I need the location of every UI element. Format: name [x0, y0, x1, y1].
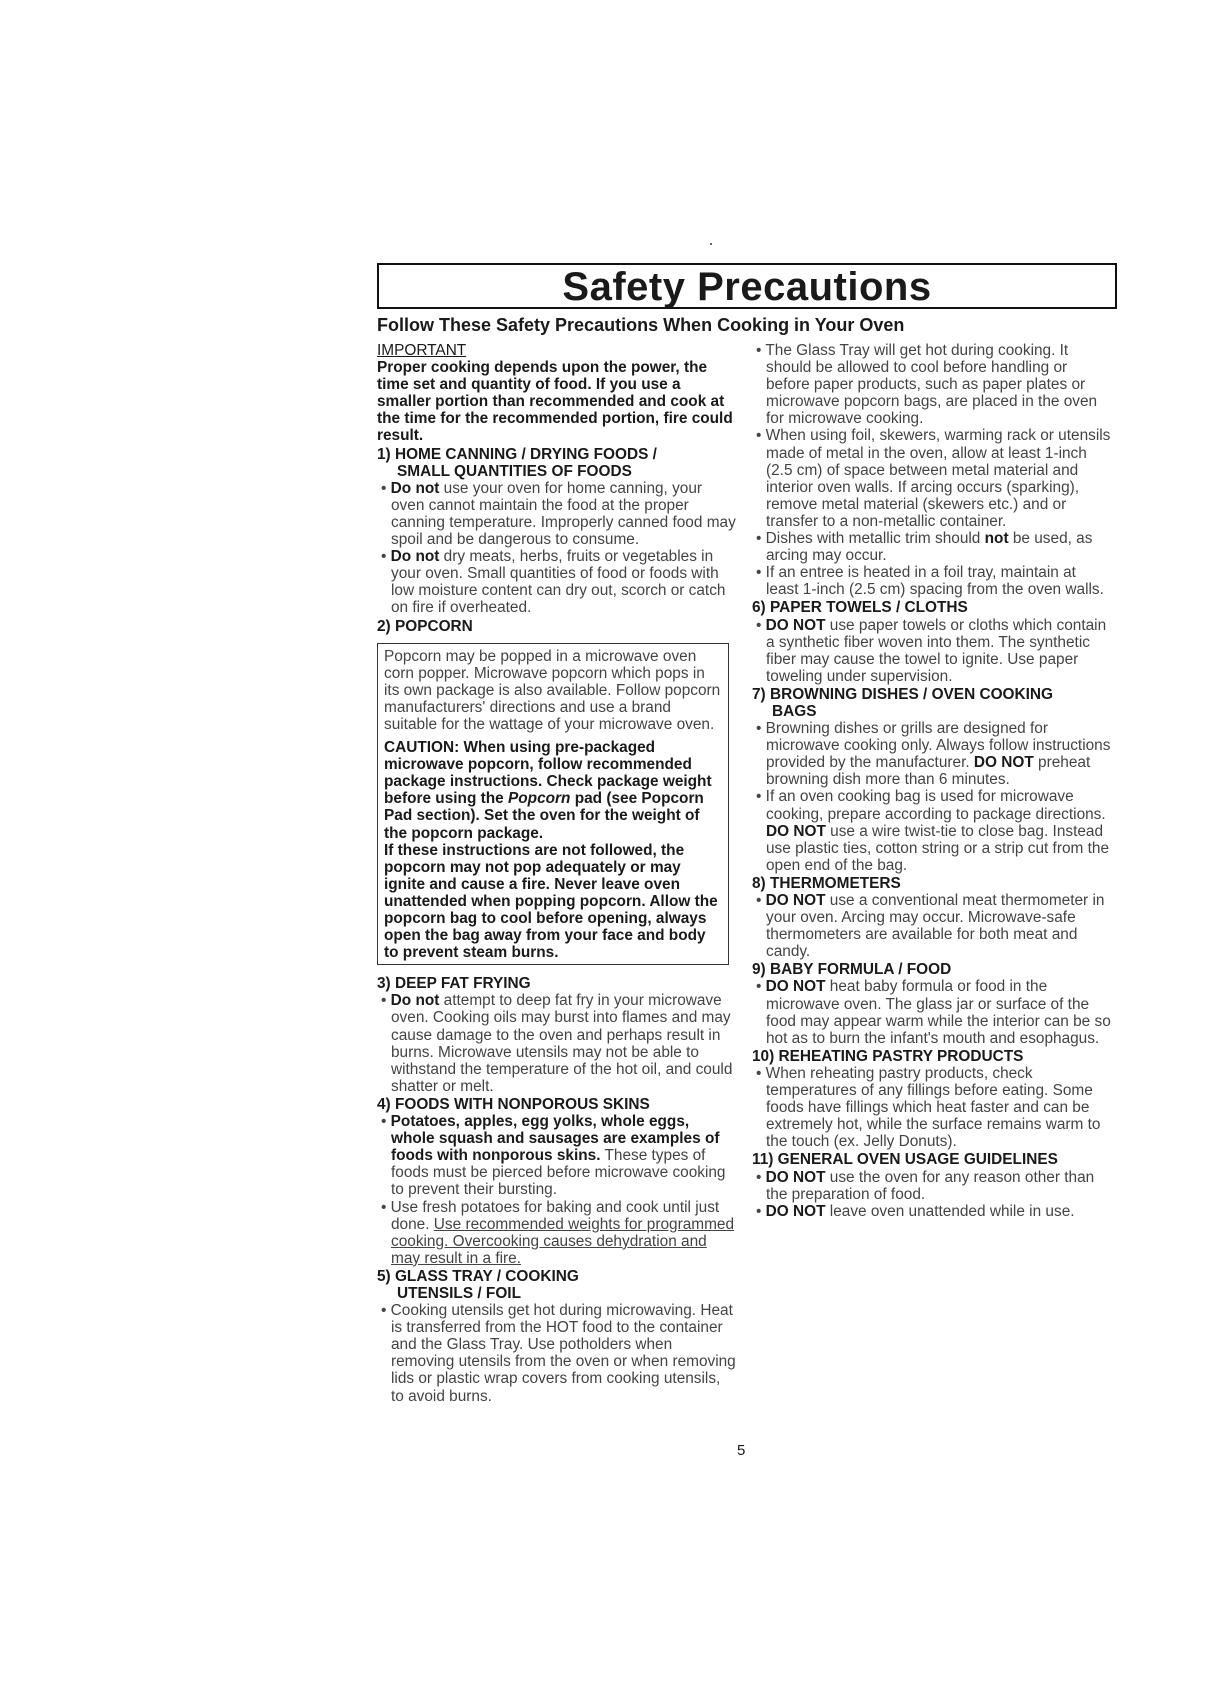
section-1-heading: 1) HOME CANNING / DRYING FOODS / SMALL QUANTITIES OF FOODS [377, 445, 657, 480]
section-7-bullet-1: • Browning dishes or grills are designed for microwave cooking only. Always follow instructions provided by the manufacturer. DO NOT preheat browning dish more than 6 minutes. [756, 720, 1111, 789]
section-6-heading: 6) PAPER TOWELS / CLOTHS [752, 599, 968, 617]
popcorn-box [377, 643, 729, 966]
important-label: IMPORTANT [377, 342, 467, 359]
section-4-bullet-2: • Use fresh potatoes for baking and cook until just done. Use recommended weights for programmed cooking. Overcooking causes dehydration and may result in a fire. [381, 1198, 735, 1267]
popcorn-warning: If these instructions are not followed, the popcorn may not pop adequately or may ignite and cause a fire. Never leave oven unattended when popping popcorn. Allow the popcorn bag to cool before opening, always open the bag away from your face and body to prevent steam burns. [384, 841, 718, 962]
section-5-bullet-3: • When using foil, skewers, warming rack or utensils made of metal in the oven, allow at least 1-inch (2.5 cm) of space between metal material and interior oven walls. If arcing occurs (sparking), remove metal material (skewers etc.) and or transfer to a non-metallic container. [756, 427, 1111, 530]
popcorn-caution: CAUTION: When using pre-packaged microwave popcorn, follow recommended package instructions. Check package weight before using the Popcorn pad (see Popcorn Pad section). Set the oven for the weight of the popcorn package. [384, 739, 712, 842]
section-10-heading: 10) REHEATING PASTRY PRODUCTS [752, 1047, 1024, 1065]
title-box [377, 263, 1117, 309]
popcorn-box-text: Popcorn may be popped in a microwave oven corn popper. Microwave popcorn which pops in its own package is also available. Follow popcorn manufacturers' directions and use a brand suitable for the wattage of your microwave oven. [384, 647, 721, 733]
section-11-bullet-2: • DO NOT leave oven unattended while in use. [756, 1202, 1075, 1220]
section-4-heading: 4) FOODS WITH NONPOROUS SKINS [377, 1095, 650, 1113]
page-title: Safety Precautions [562, 265, 932, 309]
section-7-bullet-2: • If an oven cooking bag is used for microwave cooking, prepare according to package directions. DO NOT use a wire twist-tie to close bag. Instead use plastic ties, cotton string or a strip cut from the open end of the bag. [756, 788, 1110, 874]
section-5-bullet-4: • Dishes with metallic trim should not be used, as arcing may occur. [756, 530, 1093, 565]
section-5-bullet-5: • If an entree is heated in a foil tray, maintain at least 1-inch (2.5 cm) spacing from the oven walls. [756, 564, 1104, 599]
section-1-bullet-2: • Do not dry meats, herbs, fruits or vegetables in your oven. Small quantities of food or foods with low moisture content can dry out, scorch or catch on fire if overheated. [381, 548, 726, 617]
right-column [752, 342, 1112, 1220]
section-1-bullet-1: • Do not use your oven for home canning, your oven cannot maintain the food at the proper canning temperature. Improperly canned food may spoil and be dangerous to consume. [381, 479, 736, 549]
section-7-heading: 7) BROWNING DISHES / OVEN COOKING BAGS [752, 685, 1053, 720]
section-10-bullet-1: • When reheating pastry products, check temperatures of any fillings before eating. Some foods have fillings which heat faster and can be extremely hot, while the surface remains warm to the touch (ex. Jelly Donuts). [756, 1064, 1101, 1151]
left-column [377, 342, 737, 1405]
important-text: Proper cooking depends upon the power, the time set and quantity of food. If you use a smaller portion than recommended and cook at the time for the recommended portion, fire could result. [377, 359, 733, 445]
stray-dot [710, 243, 712, 245]
section-9-heading: 9) BABY FORMULA / FOOD [752, 961, 952, 979]
section-5-heading: 5) GLASS TRAY / COOKING UTENSILS / FOIL [377, 1267, 579, 1302]
page-subtitle: Follow These Safety Precautions When Cooking in Your Oven [377, 315, 905, 335]
section-8-bullet-1: • DO NOT use a conventional meat thermometer in your oven. Arcing may occur. Microwave-safe thermometers are available for both meat and candy. [756, 892, 1105, 961]
section-3-heading: 3) DEEP FAT FRYING [377, 975, 531, 993]
section-5-bullet-1: • Cooking utensils get hot during microwaving. Heat is transferred from the HOT food to the container and the Glass Tray. Use potholders when removing utensils from the oven or when removing lids or plastic wrap covers from cooking utensils, to avoid burns. [381, 1302, 736, 1405]
section-3-bullet-1: • Do not attempt to deep fat fry in your microwave oven. Cooking oils may burst into flames and may cause damage to the oven and perhaps result in burns. Microwave utensils may not be able to withstand the temperature of the hot oil, and could shatter or melt. [381, 992, 733, 1095]
section-11-heading: 11) GENERAL OVEN USAGE GUIDELINES [752, 1151, 1058, 1169]
section-4-bullet-1: • Potatoes, apples, egg yolks, whole eggs, whole squash and sausages are examples of foods with nonporous skins. These types of foods must be pierced before microwave cooking to prevent their bursting. [381, 1113, 726, 1199]
section-9-bullet-1: • DO NOT heat baby formula or food in the microwave oven. The glass jar or surface of the food may appear warm while the interior can be so hot as to burn the infant's mouth and esophagus. [756, 978, 1111, 1047]
section-5-bullet-2: • The Glass Tray will get hot during cooking. It should be allowed to cool before handling or before paper products, such as paper plates or microwave popcorn bags, are placed in the oven for microwave cooking. [756, 342, 1098, 428]
section-6-bullet-1: • DO NOT use paper towels or cloths which contain a synthetic fiber woven into them. The synthetic fiber may cause the towel to ignite. Use paper toweling under supervision. [756, 616, 1107, 685]
section-11-bullet-1: • DO NOT use the oven for any reason other than the preparation of food. [756, 1168, 1095, 1203]
section-2-heading: 2) POPCORN [377, 617, 473, 635]
section-8-heading: 8) THERMOMETERS [752, 874, 901, 892]
page-number: 5 [737, 1442, 746, 1459]
